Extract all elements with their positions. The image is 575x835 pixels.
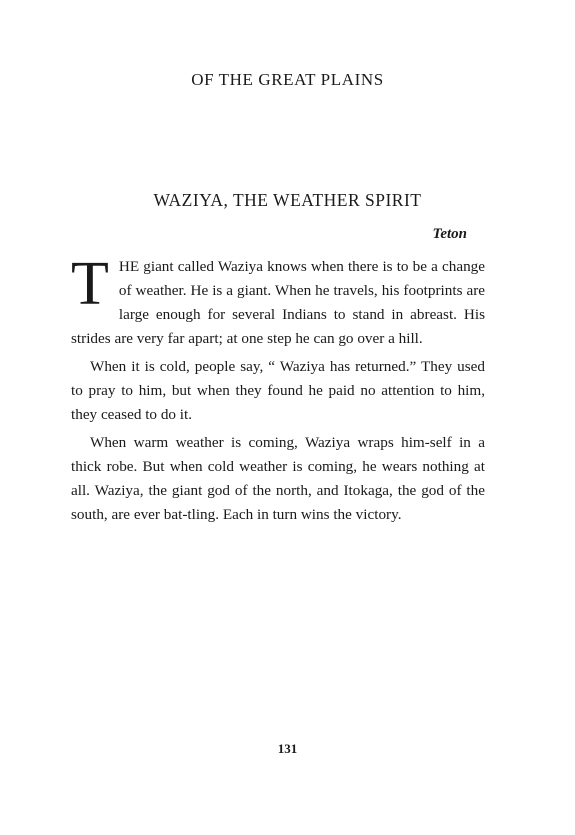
paragraph-1-text: HE giant called Waziya knows when there is to be a change of weather. He is a giant. When he travels, his footprints are large enough for several Indians to stand in abreast. His strides are very far apart; at one step he can go over a hill. [71, 258, 485, 347]
story-title: WAZIYA, THE WEATHER SPIRIT [153, 190, 422, 210]
paragraph-2: When it is cold, people say, “ Waziya has returned.” They used to pray to him, but when they found he paid no attention to him, they ceased to do it. [71, 358, 485, 423]
running-head: OF THE GREAT PLAINS [191, 70, 384, 89]
story-body [71, 250, 485, 531]
tribe-attribution: Teton [432, 226, 467, 242]
paragraph-1 [71, 250, 485, 351]
drop-cap: T [71, 250, 109, 318]
paragraph-3: When warm weather is coming, Waziya wraps him-self in a thick robe. But when cold weather is coming, he wears nothing at all. Waziya, the giant god of the north, and Itokaga, the god of the south, are ever bat-tling. Each in turn wins the victory. [71, 434, 485, 523]
page-number: 131 [277, 741, 298, 756]
